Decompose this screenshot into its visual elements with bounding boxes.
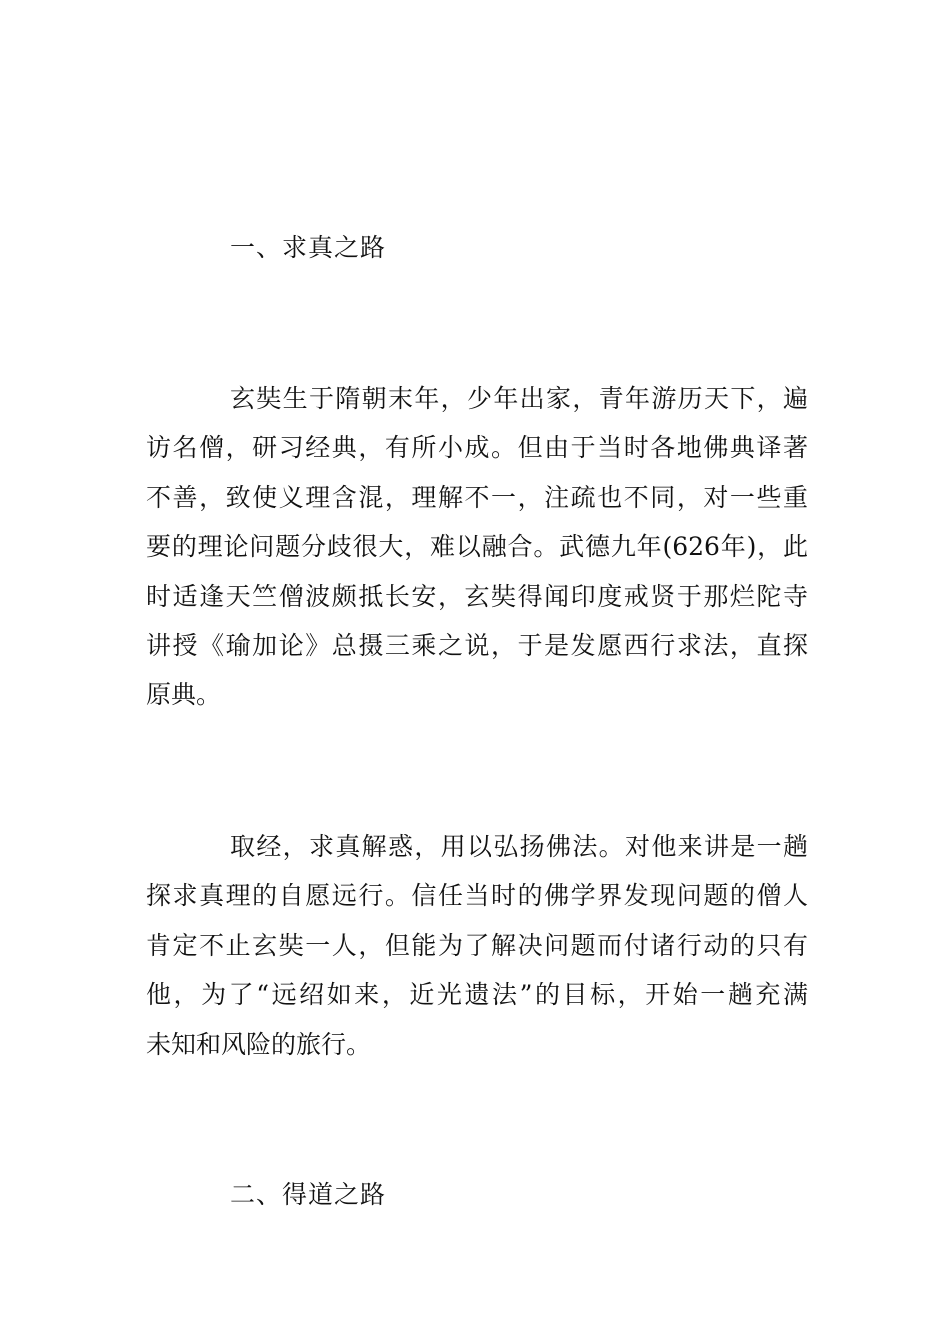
paragraph-line: 讲授《瑜加论》总摄三乘之说，于是发愿西行求法，直探 [146, 630, 808, 660]
paragraph-line: 取经，求真解惑，用以弘扬佛法。对他来讲是一趟 [230, 832, 808, 861]
paragraph-line: 他，为了“远绍如来，近光遗法”的目标，开始一趟充满 [146, 980, 808, 1010]
paragraph-line: 探求真理的自愿远行。信任当时的佛学界发现问题的僧人 [146, 881, 808, 911]
paragraph-2 [146, 822, 808, 1069]
paragraph-line: 时适逢天竺僧波颇抵长安，玄奘得闻印度戒贤于那烂陀寺 [146, 581, 808, 611]
paragraph-line: 不善，致使义理含混，理解不一，注疏也不同，对一些重 [146, 482, 808, 512]
paragraph-line: 访名僧，研习经典，有所小成。但由于当时各地佛典译著 [146, 433, 808, 463]
paragraph-line: 肯定不止玄奘一人，但能为了解决问题而付诸行动的只有 [146, 930, 808, 960]
paragraph-1 [146, 374, 808, 720]
section-heading-1: 一、求真之路 [230, 233, 387, 262]
paragraph-line: 要的理论问题分歧很大，难以融合。武德九年(626年)，此 [146, 532, 808, 562]
paragraph-line: 未知和风险的旅行。 [146, 1029, 372, 1059]
section-heading-2: 二、得道之路 [230, 1180, 387, 1209]
paragraph-line: 原典。 [146, 680, 222, 710]
paragraph-line: 玄奘生于隋朝末年，少年出家，青年游历天下，遍 [230, 384, 808, 413]
